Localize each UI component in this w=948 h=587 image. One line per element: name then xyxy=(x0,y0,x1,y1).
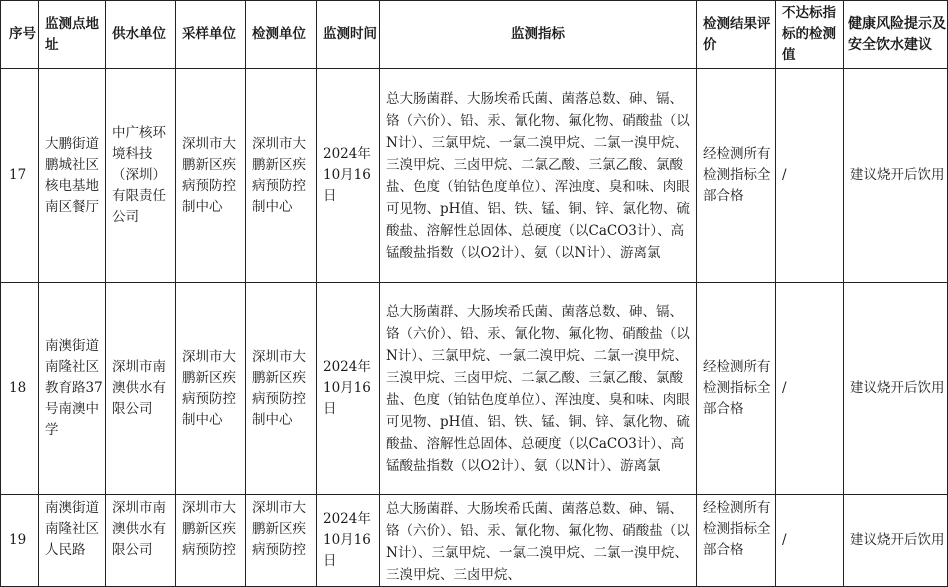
row-number: 19 xyxy=(1,495,39,587)
header-no: 序号 xyxy=(1,1,39,69)
time-cell: 2024年10月16日 xyxy=(317,283,380,495)
row-number: 18 xyxy=(1,283,39,495)
header-supplier: 供水单位 xyxy=(106,1,176,69)
header-site: 监测点地址 xyxy=(39,1,106,69)
site-cell: 大鹏街道鹏城社区核电基地南区餐厅 xyxy=(39,69,106,283)
header-indicators: 监测指标 xyxy=(380,1,697,69)
table-row xyxy=(1,283,948,495)
header-sampler: 采样单位 xyxy=(176,1,246,69)
time-cell: 2024年10月16日 xyxy=(317,69,380,283)
table-row xyxy=(1,69,948,283)
time-cell: 2024年10月16日 xyxy=(317,495,380,587)
indicators-cell: 总大肠菌群、大肠埃希氏菌、菌落总数、砷、镉、铬（六价）、铅、汞、氰化物、氟化物、硝酸盐（以N计）、三氯甲烷、一氯二溴甲烷、二氯一溴甲烷、三溴甲烷、三卤甲烷、二氯乙酸、三氯乙酸、氯酸盐、色度（铂钴色度单位）、浑浊度、臭和味、肉眼可见物、pH值、铝、铁、锰、铜、锌、氯化物、硫酸盐、溶解性总固体、总硬度（以CaCO3计）、高锰酸盐指数（以O2计）、氨（以N计）、游离氯 xyxy=(380,69,697,283)
supplier-cell: 中广核环境科技（深圳）有限责任公司 xyxy=(106,69,176,283)
supplier-cell: 深圳市南澳供水有限公司 xyxy=(106,495,176,587)
row-number: 17 xyxy=(1,69,39,283)
header-time: 监测时间 xyxy=(317,1,380,69)
table-row xyxy=(1,495,948,587)
supplier-cell: 深圳市南澳供水有限公司 xyxy=(106,283,176,495)
advice-cell: 建议烧开后饮用 xyxy=(844,69,948,283)
advice-cell: 建议烧开后饮用 xyxy=(844,283,948,495)
header-result: 检测结果评价 xyxy=(697,1,776,69)
result-cell: 经检测所有检测指标全部合格 xyxy=(697,69,776,283)
tester-cell: 深圳市大鹏新区疾病预防控制中心 xyxy=(246,283,317,495)
header-advice: 健康风险提示及安全饮水建议 xyxy=(844,1,948,69)
site-cell: 南澳街道南隆社区人民路 xyxy=(39,495,106,587)
tester-cell: 深圳市大鹏新区疾病预防控制中心 xyxy=(246,69,317,283)
indicators-cell: 总大肠菌群、大肠埃希氏菌、菌落总数、砷、镉、铬（六价）、铅、汞、氰化物、氟化物、硝酸盐（以N计）、三氯甲烷、一氯二溴甲烷、二氯一溴甲烷、三溴甲烷、三卤甲烷、 xyxy=(380,495,697,587)
substandard-cell: / xyxy=(776,495,844,587)
result-cell: 经检测所有检测指标全部合格 xyxy=(697,495,776,587)
header-substandard: 不达标指标的检测值 xyxy=(776,1,844,69)
site-cell: 南澳街道南隆社区教育路37号南澳中学 xyxy=(39,283,106,495)
advice-cell: 建议烧开后饮用 xyxy=(844,495,948,587)
tester-cell: 深圳市大鹏新区疾病预防控 xyxy=(246,495,317,587)
result-cell: 经检测所有检测指标全部合格 xyxy=(697,283,776,495)
substandard-cell: / xyxy=(776,283,844,495)
header-tester: 检测单位 xyxy=(246,1,317,69)
indicators-cell: 总大肠菌群、大肠埃希氏菌、菌落总数、砷、镉、铬（六价）、铅、汞、氰化物、氟化物、硝酸盐（以N计）、三氯甲烷、一氯二溴甲烷、二氯一溴甲烷、三溴甲烷、三卤甲烷、二氯乙酸、三氯乙酸、氯酸盐、色度（铂钴色度单位）、浑浊度、臭和味、肉眼可见物、pH值、铝、铁、锰、铜、锌、氯化物、硫酸盐、溶解性总固体、总硬度（以CaCO3计）、高锰酸盐指数（以O2计）、氨（以N计）、游离氯 xyxy=(380,283,697,495)
sampler-cell: 深圳市大鹏新区疾病预防控制中心 xyxy=(176,69,246,283)
header-row xyxy=(1,1,948,69)
sampler-cell: 深圳市大鹏新区疾病预防控制中心 xyxy=(176,283,246,495)
substandard-cell: / xyxy=(776,69,844,283)
sampler-cell: 深圳市大鹏新区疾病预防控 xyxy=(176,495,246,587)
